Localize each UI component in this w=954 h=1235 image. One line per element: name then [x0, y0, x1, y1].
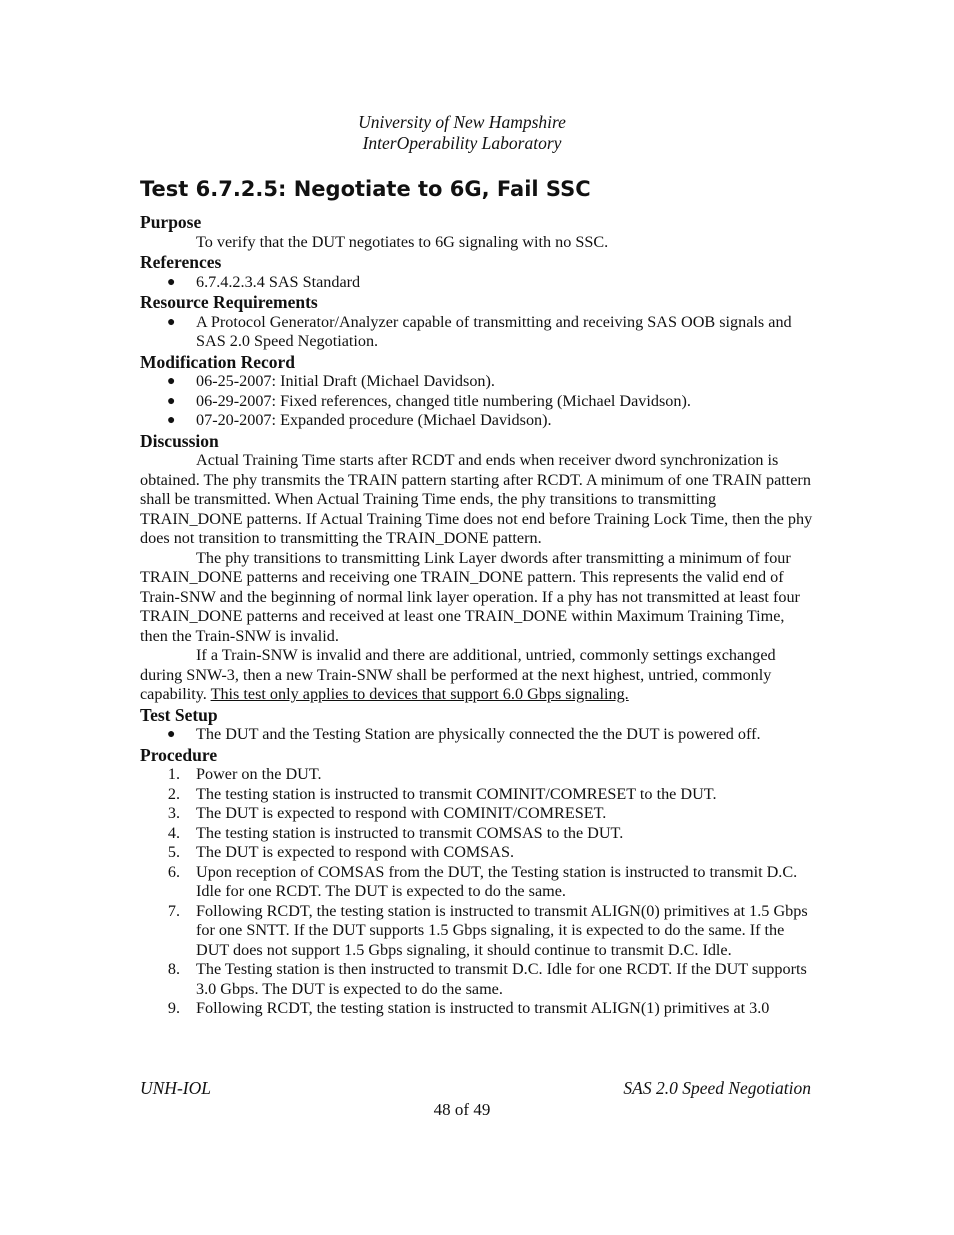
list-item: 5. The DUT is expected to respond with COMSAS. [167, 843, 515, 861]
page-number: 48 of 49 [433, 1100, 491, 1119]
procedure-heading: Procedure [140, 744, 218, 765]
header-university: University of New Hampshire [358, 112, 566, 132]
footer-doc-title: SAS 2.0 Speed Negotiation [623, 1078, 811, 1098]
list-item: 3. The DUT is expected to respond with COMINIT/COMRESET. [167, 804, 607, 822]
resources-list [140, 313, 815, 352]
list-item: ● The DUT and the Testing Station are physically connected the the DUT is powered off. [167, 725, 761, 743]
document-body [140, 212, 815, 1019]
list-item: 2. The testing station is instructed to transmit COMINIT/COMRESET to the DUT. [167, 784, 717, 803]
list-item: ● A Protocol Generator/Analyzer capable of transmitting and receiving SAS OOB signals and SAS 2.0 Speed Negotiation. [167, 312, 792, 350]
bullet-icon: ● [167, 374, 176, 389]
page-header [0, 112, 924, 154]
discussion-paragraph-2: The phy transitions to transmitting Link Layer dwords after transmitting a minimum of four TRAIN_DONE patterns and receiving one TRAIN_DONE pattern. This represents the valid end of Train-SNW and the beginning of normal link layer operation. If a phy has not transmitted at least four TRAIN_DONE patterns and received at least one TRAIN_DONE within Maximum Training Time, then the Train-SNW is invalid. [140, 548, 800, 645]
list-item: 6. Upon reception of COMSAS from the DUT, the Testing station is instructed to transmit D.C. Idle for one RCDT. The DUT is expected to do the same. [167, 862, 798, 900]
purpose-text: To verify that the DUT negotiates to 6G signaling with no SSC. [196, 232, 609, 251]
test-title: Test 6.7.2.5: Negotiate to 6G, Fail SSC [140, 177, 591, 201]
list-item: 4. The testing station is instructed to transmit COMSAS to the DUT. [167, 823, 624, 842]
discussion-paragraph-3: If a Train-SNW is invalid and there are additional, untried, commonly settings exchanged during SNW-3, then a new Train-SNW shall be performed at the next highest, untried, commonly capability. This test only applies to devices that support 6.0 Gbps signaling. [140, 646, 776, 703]
bullet-icon: ● [167, 727, 176, 742]
bullet-icon: ● [167, 413, 176, 428]
modification-list [140, 372, 815, 431]
bullet-icon: ● [167, 314, 176, 330]
footer-org: UNH-IOL [140, 1078, 211, 1098]
list-item: ● 06-29-2007: Fixed references, changed title numbering (Michael Davidson). [167, 391, 691, 410]
list-item: 9. Following RCDT, the testing station is instructed to transmit ALIGN(1) primitives at 3.0 [167, 999, 770, 1017]
list-item: 1. Power on the DUT. [167, 765, 322, 783]
header-lab: InterOperability Laboratory [362, 133, 562, 153]
list-item: ● 6.7.4.2.3.4 SAS Standard [167, 272, 361, 291]
bullet-icon: ● [167, 393, 176, 409]
references-heading: References [140, 252, 222, 272]
references-list [140, 273, 815, 293]
list-item: 8. The Testing station is then instructed to transmit D.C. Idle for one RCDT. If the DUT supports 3.0 Gbps. The DUT is expected to do the same. [167, 960, 807, 998]
discussion-paragraph-1: Actual Training Time starts after RCDT and ends when receiver dword synchronization is obtained. The phy transmits the TRAIN pattern starting after RCDT. A minimum of one TRAIN pattern shall be transmitted. When Actual Training Time ends, the phy transitions to transmitting TRAIN_DONE patterns. If Actual Training Time does not end before Training Lock Time, then the phy does not transition to transmitting the TRAIN_DONE pattern. [140, 451, 813, 547]
modification-heading: Modification Record [140, 351, 296, 372]
list-item: 7. Following RCDT, the testing station is instructed to transmit ALIGN(0) primitives at 1.5 Gbps for one SNTT. If the DUT supports 1.5 Gbps signaling, it is expected to do the same. If the DUT does not support 1.5 Gbps signaling, it should continue to transmit D.C. Idle. [167, 901, 808, 959]
setup-heading: Test Setup [140, 704, 218, 725]
bullet-icon: ● [167, 274, 176, 290]
setup-list [140, 725, 815, 745]
resources-heading: Resource Requirements [140, 292, 318, 312]
purpose-heading: Purpose [140, 212, 202, 232]
applicability-note: This test only applies to devices that support 6.0 Gbps signaling. [210, 685, 629, 703]
list-item: ● 07-20-2007: Expanded procedure (Michael Davidson). [167, 411, 552, 429]
discussion-heading: Discussion [140, 430, 219, 451]
procedure-list [140, 765, 815, 1019]
list-item: ● 06-25-2007: Initial Draft (Michael Davidson). [167, 372, 495, 390]
